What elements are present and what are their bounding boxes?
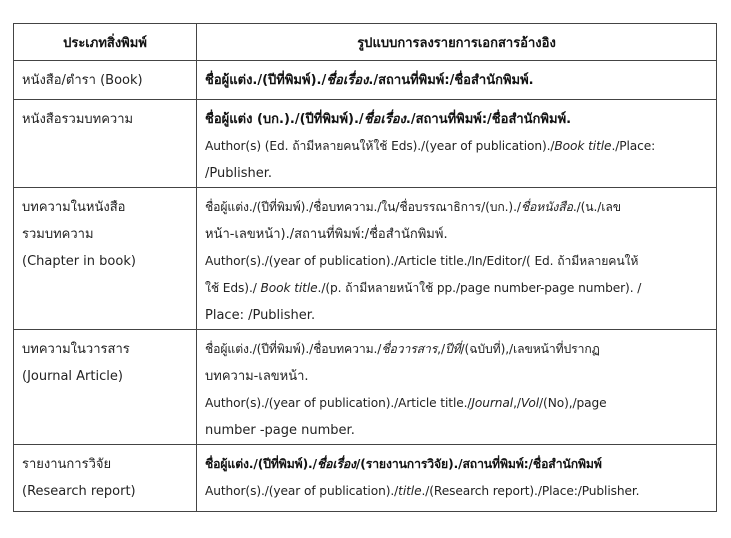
reference-format-table [13,23,717,512]
type-cell [14,330,197,445]
type-label: (Chapter in book) [22,254,136,269]
english-format-line: number -page number. [205,423,355,438]
type-label: หนังสือ/ตำรา (Book) [22,73,143,88]
table-row-journal [14,330,717,445]
type-label: หนังสือรวมบทความ [22,112,134,127]
format-cell [197,330,717,445]
title-segment: ชื่อหนังสือ [520,200,573,214]
header-publication-type: ประเภทสิ่งพิมพ์ [14,24,197,61]
format-segment: /(รายงานการวิจัย)./สถานที่พิมพ์:/ชื่อสำนักพิมพ์ [355,457,602,471]
format-segment: ,/ [437,342,445,356]
english-format-line: /Publisher. [205,166,272,181]
format-segment: ./(p. ถ้ามีหลายหน้าใช้ pp./page number-page number). / [317,281,642,295]
format-segment: Author(s) (Ed. ถ้ามีหลายคนให้ใช้ Eds)./(year of publication)./ [205,139,555,153]
format-segment: ./สถานที่พิมพ์:/ชื่อสำนักพิมพ์. [368,73,534,88]
header-reference-format: รูปแบบการลงรายการเอกสารอ้างอิง [197,24,717,61]
english-format-line [205,478,708,505]
table-row-edited-book [14,100,717,188]
title-segment: ชื่อเรื่อง [316,457,356,471]
type-cell [14,61,197,100]
format-cell [197,61,717,100]
type-label: (Journal Article) [22,369,123,384]
format-segment: ./Place: [611,139,656,153]
format-segment: Author(s)./(year of publication)./ [205,484,399,498]
table-row-book [14,61,717,100]
thai-format-line [205,336,708,363]
format-cell [197,100,717,188]
title-segment: Book title [554,139,612,153]
thai-format-line [205,194,708,221]
format-segment: ชื่อผู้แต่ง./(ปีที่พิมพ์)./ชื่อบทความ./ [205,342,382,356]
format-segment: ชื่อผู้แต่ง./(ปีที่พิมพ์)./ [205,73,327,88]
title-segment: Journal [471,396,514,410]
table-header-row [14,24,717,61]
format-segment: ชื่อผู้แต่ง./(ปีที่พิมพ์)./ชื่อบทความ./ใน/ชื่อบรรณาธิการ/(บก.)./ [205,200,521,214]
type-label: รายงานการวิจัย [22,457,112,472]
format-segment: ./สถานที่พิมพ์:/ชื่อสำนักพิมพ์. [405,112,572,127]
format-cell [197,445,717,512]
english-format-line [205,133,708,160]
thai-format-line [205,67,708,94]
type-label: บทความในหนังสือ [22,200,126,215]
title-segment: ชื่อวารสาร [381,342,438,356]
thai-format-line: บทความ-เลขหน้า. [205,369,309,384]
title-segment: ชื่อเรื่อง [326,73,369,88]
volume-segment: Vol [520,396,540,410]
title-segment: ชื่อเรื่อง [363,112,406,127]
format-cell [197,188,717,330]
table-row-chapter [14,188,717,330]
format-segment: /(No),/page [539,396,607,410]
type-label: บทความในวารสาร [22,342,130,357]
format-segment: Author(s)./(year of publication)./Article title./ [205,396,472,410]
thai-format-line: หน้า-เลขหน้า)./สถานที่พิมพ์:/ชื่อสำนักพิมพ์. [205,227,448,242]
english-format-line [205,390,708,417]
thai-format-line [205,106,708,133]
type-cell [14,445,197,512]
format-segment: ใช้ Eds)./ [205,281,261,295]
english-format-line: Place: /Publisher. [205,308,316,323]
english-format-line: Author(s)./(year of publication)./Article title./In/Editor/( Ed. ถ้ามีหลายคนให้ [205,254,639,268]
title-segment: Book title [260,281,318,295]
type-cell [14,188,197,330]
format-segment: ,/ [513,396,521,410]
format-segment: ./(น./เลข [572,200,621,214]
format-segment: /(ฉบับที่),/เลขหน้าที่ปรากฏ [460,342,600,356]
title-segment: title [398,484,422,498]
type-label: รวมบทความ [22,227,94,242]
table-row-research-report [14,445,717,512]
format-segment: ชื่อผู้แต่ง (บก.)./(ปีที่พิมพ์)./ [205,112,364,127]
volume-segment: ปีที่ [444,342,461,356]
english-format-line [205,275,708,302]
thai-format-line [205,451,708,478]
format-segment: ./(Research report)./Place:/Publisher. [421,484,640,498]
format-segment: ชื่อผู้แต่ง./(ปีที่พิมพ์)./ [205,457,317,471]
type-cell [14,100,197,188]
type-label: (Research report) [22,484,136,499]
